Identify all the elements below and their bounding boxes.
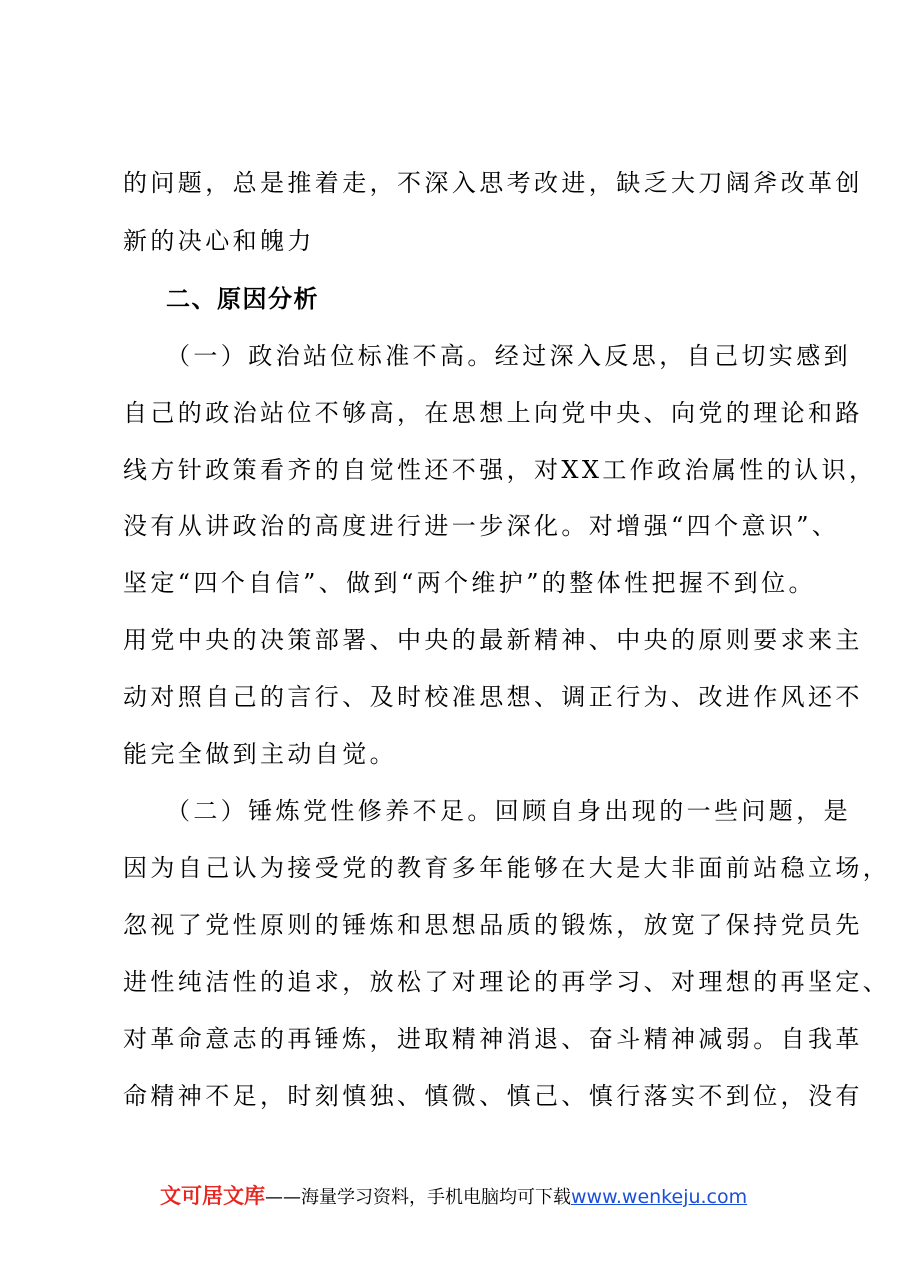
body-line: 线方针政策看齐的自觉性还不强，对XX工作政治属性的认识， bbox=[123, 456, 877, 484]
body-line: 忽视了党性原则的锤炼和思想品质的锻炼，放宽了保持党员先 bbox=[123, 911, 863, 939]
body-line: 进性纯洁性的追求，放松了对理论的再学习、对理想的再坚定、 bbox=[123, 968, 891, 996]
footer-brand: 文可居文库 bbox=[160, 1184, 265, 1208]
footer-url-link[interactable]: www.wenkeju.com bbox=[571, 1186, 748, 1208]
body-line: 因为自己认为接受党的教育多年能够在大是大非面前站稳立场， bbox=[123, 854, 891, 882]
body-line: 新的决心和魄力 bbox=[123, 227, 315, 255]
body-line: 没有从讲政治的高度进行进一步深化。对增强“四个意识”、 bbox=[123, 512, 840, 540]
body-line: 动对照自己的言行、及时校准思想、调正行为、改进作风还不 bbox=[123, 683, 863, 711]
paragraph-first-line: （二）锤炼党性修养不足。回顾自身出现的一些问题，是 bbox=[166, 797, 851, 825]
section-heading: 二、原因分析 bbox=[166, 285, 319, 313]
body-line: 命精神不足，时刻慎独、慎微、慎己、慎行落实不到位，没有 bbox=[123, 1082, 863, 1110]
paragraph-first-line: （一）政治站位标准不高。经过深入反思，自己切实感到 bbox=[166, 342, 851, 370]
body-line: 坚定“四个自信”、做到“两个维护”的整体性把握不到位。 bbox=[123, 569, 816, 597]
body-line: 用党中央的决策部署、中央的最新精神、中央的原则要求来主 bbox=[123, 626, 863, 654]
body-line: 的问题，总是推着走，不深入思考改进，缺乏大刀阔斧改革创 bbox=[123, 169, 863, 197]
body-line: 对革命意志的再锤炼，进取精神消退、奋斗精神减弱。自我革 bbox=[123, 1025, 863, 1053]
body-line: 自己的政治站位不够高，在思想上向党中央、向党的理论和路 bbox=[123, 399, 863, 427]
body-line: 能完全做到主动自觉。 bbox=[123, 740, 397, 768]
footer-slogan: ——海量学习资料，手机电脑均可下载 bbox=[265, 1187, 571, 1208]
footer-banner bbox=[160, 1183, 747, 1211]
